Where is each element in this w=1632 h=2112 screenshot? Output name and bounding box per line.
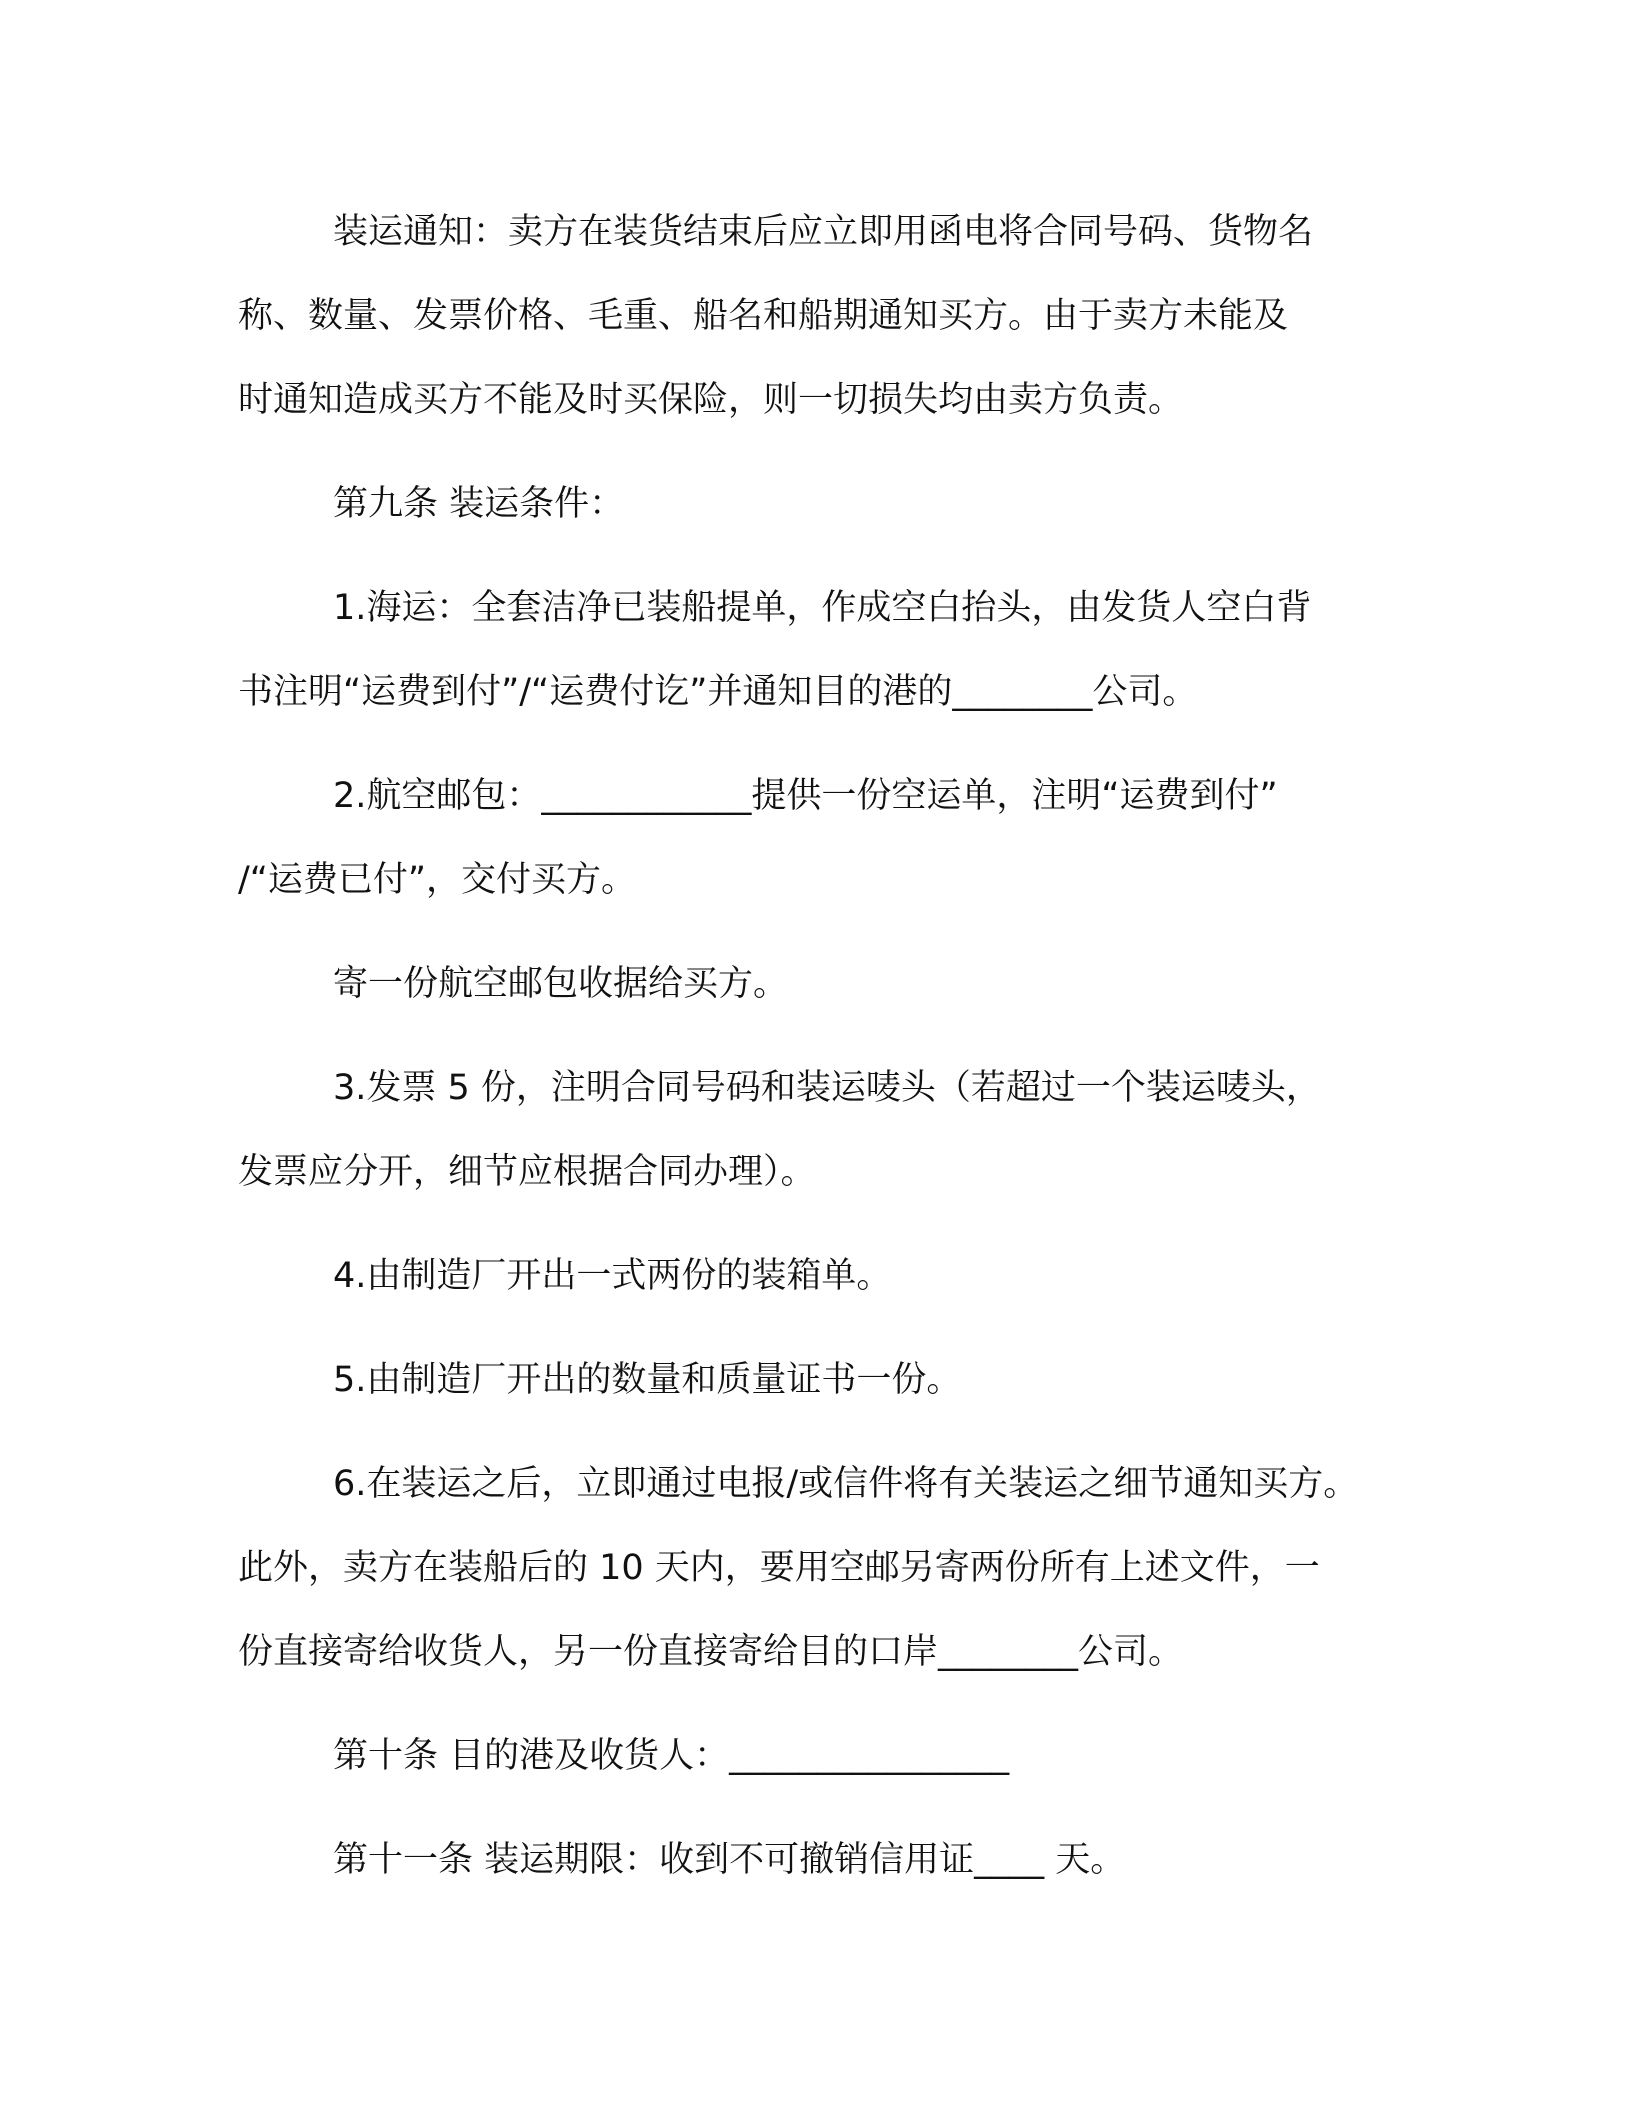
text-line: 4.由制造厂开出一式两份的装箱单。 <box>333 1256 892 1296</box>
paragraph-item-1 <box>238 566 1413 734</box>
paragraph-item-6 <box>238 1442 1413 1694</box>
text-line: 6.在装运之后，立即通过电报/或信件将有关装运之细节通知买方。 <box>333 1464 1359 1504</box>
text-line: /“运费已付”，交付买方。 <box>238 860 637 900</box>
text-line: 时通知造成买方不能及时买保险，则一切损失均由卖方负责。 <box>238 380 1184 420</box>
text-line: 5.由制造厂开出的数量和质量证书一份。 <box>333 1360 962 1400</box>
text-line: 1.海运：全套洁净已装船提单，作成空白抬头，由发货人空白背 <box>333 588 1312 628</box>
paragraph-article-9 <box>238 462 1413 546</box>
text-line: 书注明“运费到付”/“运费付讫”并通知目的港的________公司。 <box>238 672 1198 712</box>
paragraph-airmail-receipt <box>238 942 1413 1026</box>
article-heading: 第十条 目的港及收货人：________________ <box>333 1736 1010 1776</box>
text-line: 份直接寄给收货人，另一份直接寄给目的口岸________公司。 <box>238 1632 1184 1672</box>
article-heading: 第九条 装运条件： <box>333 484 625 524</box>
paragraph-item-3 <box>238 1046 1413 1214</box>
text-line: 装运通知：卖方在装货结束后应立即用函电将合同号码、货物名 <box>333 212 1314 252</box>
text-line: 称、数量、发票价格、毛重、船名和船期通知买方。由于卖方未能及 <box>238 296 1289 336</box>
document-body <box>238 190 1413 1922</box>
paragraph-article-10 <box>238 1714 1413 1798</box>
text-line: 此外，卖方在装船后的 10 天内，要用空邮另寄两份所有上述文件，一 <box>238 1548 1320 1588</box>
article-heading: 第十一条 装运期限：收到不可撤销信用证____ 天。 <box>333 1840 1126 1880</box>
paragraph-item-4 <box>238 1234 1413 1318</box>
text-line: 2.航空邮包：____________提供一份空运单，注明“运费到付” <box>333 776 1278 816</box>
text-line: 寄一份航空邮包收据给买方。 <box>333 964 789 1004</box>
text-line: 发票应分开，细节应根据合同办理）。 <box>238 1152 816 1192</box>
paragraph-item-2 <box>238 754 1413 922</box>
text-line: 3.发票 5 份，注明合同号码和装运唛头（若超过一个装运唛头， <box>333 1068 1321 1108</box>
paragraph-shipping-notice <box>238 190 1413 442</box>
paragraph-article-11 <box>238 1818 1413 1902</box>
paragraph-item-5 <box>238 1338 1413 1422</box>
